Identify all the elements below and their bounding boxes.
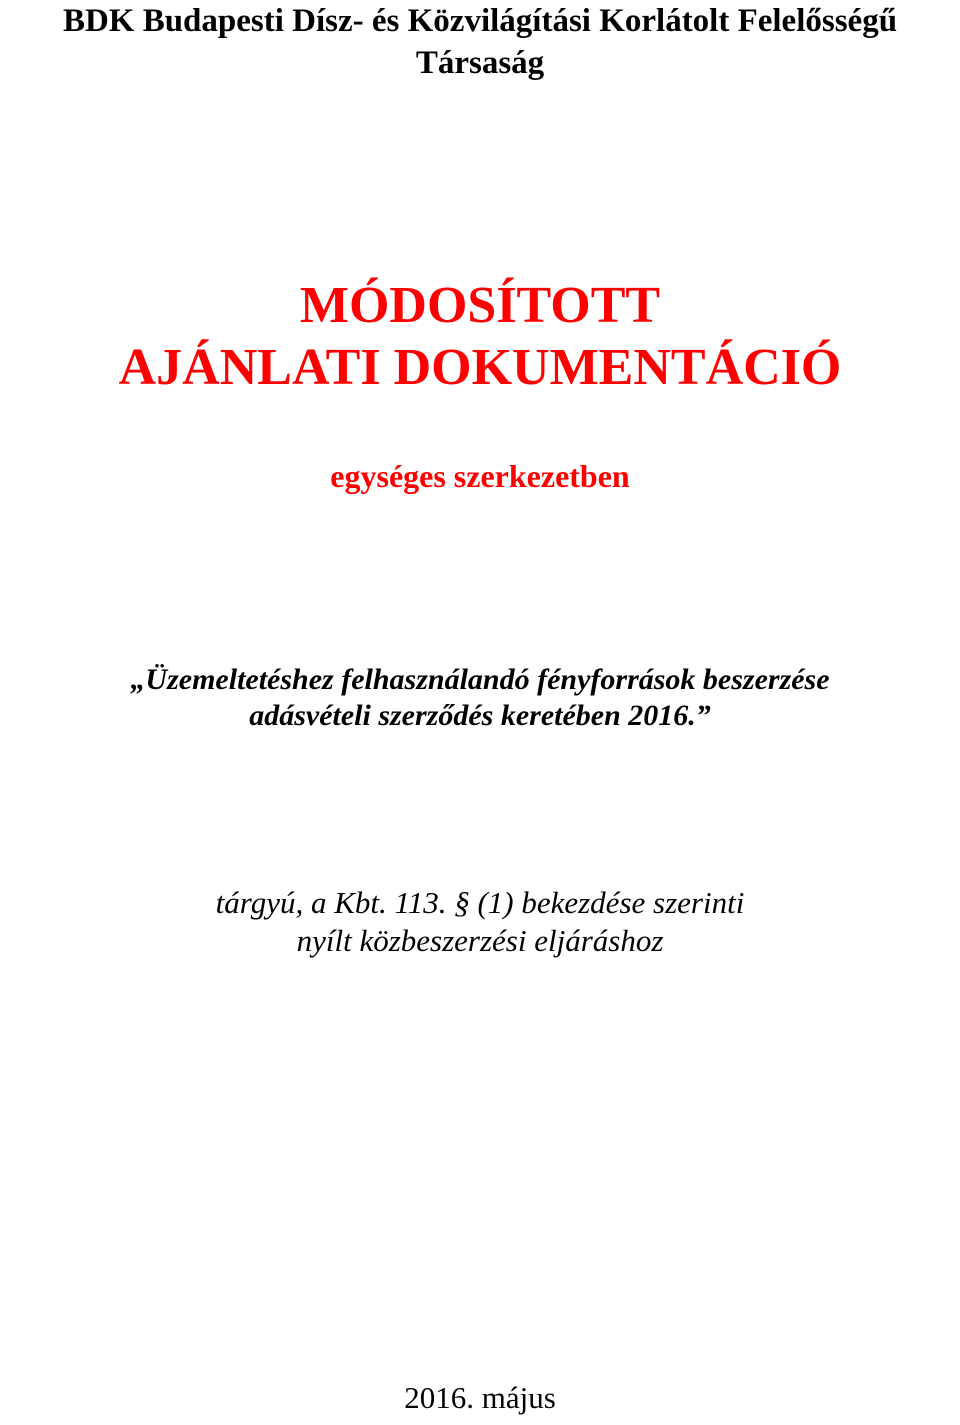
document-title-line-2: AJÁNLATI DOKUMENTÁCIÓ [118,339,842,396]
document-date: 2016. május [404,1380,556,1415]
document-title-line-1: MÓDOSÍTOTT [299,277,661,334]
procedure-line-1: tárgyú, a Kbt. 113. § (1) bekezdése szerinti [215,885,745,920]
project-title [0,662,960,734]
issuer-line-2: Társaság [415,45,545,81]
project-title-line-1: „Üzemeltetéshez felhasználandó fényforrások beszerzése [130,663,830,696]
procedure-line-2: nyílt közbeszerzési eljáráshoz [296,923,664,958]
document-subtitle: egységes szerkezetben [330,458,630,494]
issuer-line-1: BDK Budapesti Dísz- és Közvilágítási Korlátolt Felelősségű [62,3,898,39]
issuer-name [0,0,960,84]
project-title-line-2: adásvételi szerződés keretében 2016.” [249,699,711,732]
procedure-description [0,884,960,960]
document-title [0,275,960,399]
